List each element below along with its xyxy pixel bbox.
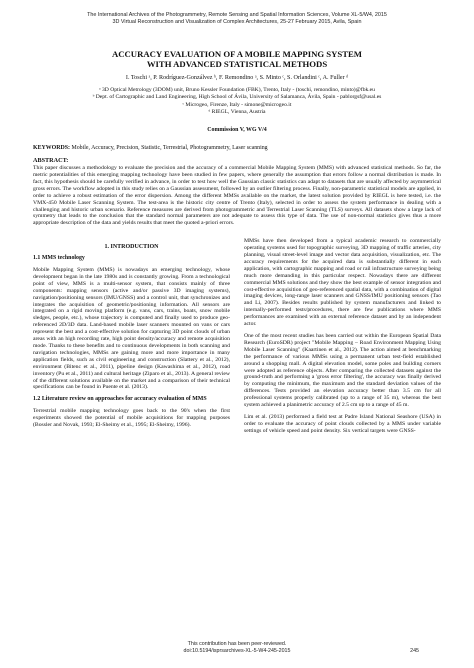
peer-review-note: This contribution has been peer-reviewed.: [187, 641, 287, 647]
left-column: [33, 238, 230, 439]
doi-text: doi:10.5194/isprsarchives-XL-5-W4-245-2015: [183, 647, 291, 654]
section-heading-introduction: 1. INTRODUCTION: [104, 244, 159, 251]
body-paragraph: MMSs have then developed from a typical academic research to commercially operating systems used for topographic surveying, 3D mapping of traffic arteries, city planning, visual street-level image and vector data acquisition, visualization, etc. The accuracy requirements for the acquired data is substantially different in each application, with cartographic mapping and road or rail infrastructure surveying being much more demanding in this particular respect. Nowadays there are different commercial MMS solutions and they show the best example of sensor integration and cost-effective acquisition of geo-referenced spatial data, with a combination of digital imaging devices, long-range laser scanners and GNSS/IMU positioning sensors (Tao and Li, 2007). Besides results published by system manufacturers and linked to internally-performed tests/procedures, there are few publications where MMS performances are examined with an external reference dataset and by an independent actor.: [244, 238, 441, 328]
body-paragraph: Terrestrial mobile mapping technology goes back to the 90's when the first experiments showed the potential of mobile acquisitions for mapping purposes (Bossler and Novak, 1993; El-Sheimy et al., 1995; El-Sheimy, 1996).: [33, 408, 230, 429]
body-paragraph: One of the most recent studies has been carried out within the European Spatial Data Research (EuroSDR) project "Mobile Mapping – Road Environment Mapping Using Mobile Laser Scanning" (Kaartinen et al., 2012). The action aimed at benchmarking the performance of various MMSs using a permanent urban test-field established around a shopping mall. A digital elevation model, some poles and building corners were adopted as reference objects. After comparing the collected datasets against the ground-truth and performing a 'gross error filtering', the accuracy was finally derived by computing the minimum, the maximum and the standard deviation values of the differences. Tests provided an elevation accuracy better than 3.5 cm for all professional systems properly calibrated (up to a range of 35 m), whereas the best system achieved a planimetric accuracy of 2.5 cm up to a range of 45 m.: [244, 333, 441, 409]
subsection-heading-mms-technology: 1.1 MMS technology: [33, 255, 85, 262]
subsection-heading-literature-review: 1.2 Literature review on approaches for accuracy evaluation of MMS: [33, 396, 207, 403]
paper-title: [33, 49, 441, 69]
keywords-label: KEYWORDS:: [33, 145, 70, 152]
body-paragraph: Lim et al. (2013) performed a field test at Padre Island National Seashore (USA) in order to evaluate the accuracy of point clouds collected by a MMS under variable settings of vehicle speed and point density. Six vertical targets were GNSS-: [244, 413, 441, 434]
running-header: [33, 0, 441, 25]
affiliation-b: ᵇ Dept. of Cartographic and Land Engineering, High School of Ávila, University of Salamanca, Ávila, Spain - pablorgsf@usal.es: [92, 94, 382, 101]
affiliations: [33, 87, 441, 117]
keywords-text: Mobile, Accuracy, Precision, Statistic, Terrestrial, Photogrammetry, Laser scanning: [71, 145, 268, 152]
header-line-2: 3D Virtual Reconstruction and Visualization of Complex Architectures, 25-27 February 2015, Avila, Spain: [112, 18, 362, 25]
page-number: 245: [410, 648, 419, 654]
author-list: I. Toschi ᵃ, P. Rodríguez-Gonzálvez ᵇ, F. Remondino ᵃ, S. Minto ᶜ, S. Orlandini ᶜ, A. Fuller ᵈ: [125, 75, 349, 82]
abstract-heading: ABSTRACT:: [33, 157, 69, 165]
commission-label: Commission V, WG V/4: [207, 127, 267, 134]
page-footer: [0, 641, 474, 654]
abstract-text: This paper discusses a methodology to evaluate the precision and the accuracy of a commercial Mobile Mapping System (MMS) with advanced statistical methods. So far, the metric potentialities of this emerging mapping technology have been studied in few papers, where generally the assumption that errors follow a normal distribution is made. In fact, this hypothesis should be carefully verified in advance, in order to test how well the Gaussian classic statistics can adapt to datasets that are usually affected by asymmetrical gross errors. The workflow adopted in this study relies on a Gaussian assessment, followed by an outlier filtering process. Finally, non-parametric statistical models are applied, in order to achieve a robust estimation of the error dispersion. Among the different MMSs available on the market, the latest solution provided by RIEGL is here tested, i.e. the VMX-450 Mobile Laser Scanning System. The test-area is the historic city centre of Trento (Italy), selected in order to assess the system performance in dealing with a challenging and historic urban scenario. Reference measures are derived from photogrammetric and Terrestrial Laser Scanning (TLS) surveys. All datasets show a large lack of symmetry that leads to the conclusion that the standard normal parameters are not adequate to assess this type of data. The use of non-normal statistics gives thus a more appropriate description of the data and yields results that meet the quoted a-priori errors.: [33, 165, 441, 227]
title-line-1: ACCURACY EVALUATION OF A MOBILE MAPPING SYSTEM: [111, 49, 363, 60]
header-line-1: The International Archives of the Photogrammetry, Remote Sensing and Spatial Information Sciences, Volume XL-5/W4, 2015: [87, 12, 387, 18]
keywords: [33, 145, 441, 151]
title-line-2: WITH ADVANCED STATISTICAL METHODS: [146, 59, 328, 70]
affiliation-c: ᶜ Microgeo, Firenze, Italy - simone@microgeo.it: [182, 101, 292, 108]
body-paragraph: Mobile Mapping System (MMS) is nowadays an emerging technology, whose development began in the late 1980s and is constantly growing. From a technological point of view, MMS is a multi-sensor system, that consists mainly of three components: mapping sensors (active and/or passive 3D imaging systems), navigation/positioning sensors (IMU/GNSS) and a control unit, that synchronizes and integrates the acquisition of geometric/positioning information. All sensors are integrated on a rigid moving platform (e.g. vans, cars, trains, boats, snow mobile sledges, people, etc.), whose trajectory is computed and finally used to produce geo-referenced 2D/3D data. Land-based mobile laser scanners mounted on vans or cars represent the best and a cost-effective solution for capturing 3D point clouds of urban areas with an high recording rate, high point density/accuracy and remote acquisition mode. Thanks to these benefits and to continuous developments in both scanning and navigation technologies, MMSs are gaining more and more importance in many application fields, such as civil engineering and construction (Slattery et al., 2012), environment (Bitenc et al., 2011), pipeline design (Kawashima et al., 2012), road inventory (Pu et al., 2011) and cultural heritage (Ziparo et al., 2013). A general review of the different solutions available on the market and a comparison of their technical specifications can be found in Puente et al. (2013).: [33, 267, 230, 391]
right-column: [244, 238, 441, 439]
affiliation-d: ᵈ RIEGL, Vienna, Austria: [208, 109, 266, 116]
two-column-body: [33, 238, 441, 439]
affiliation-a: ᵃ 3D Optical Metrology (3DOM) unit, Bruno Kessler Foundation (FBK), Trento, Italy - (toschi, remondino, minto)@fbk.eu: [99, 86, 375, 93]
